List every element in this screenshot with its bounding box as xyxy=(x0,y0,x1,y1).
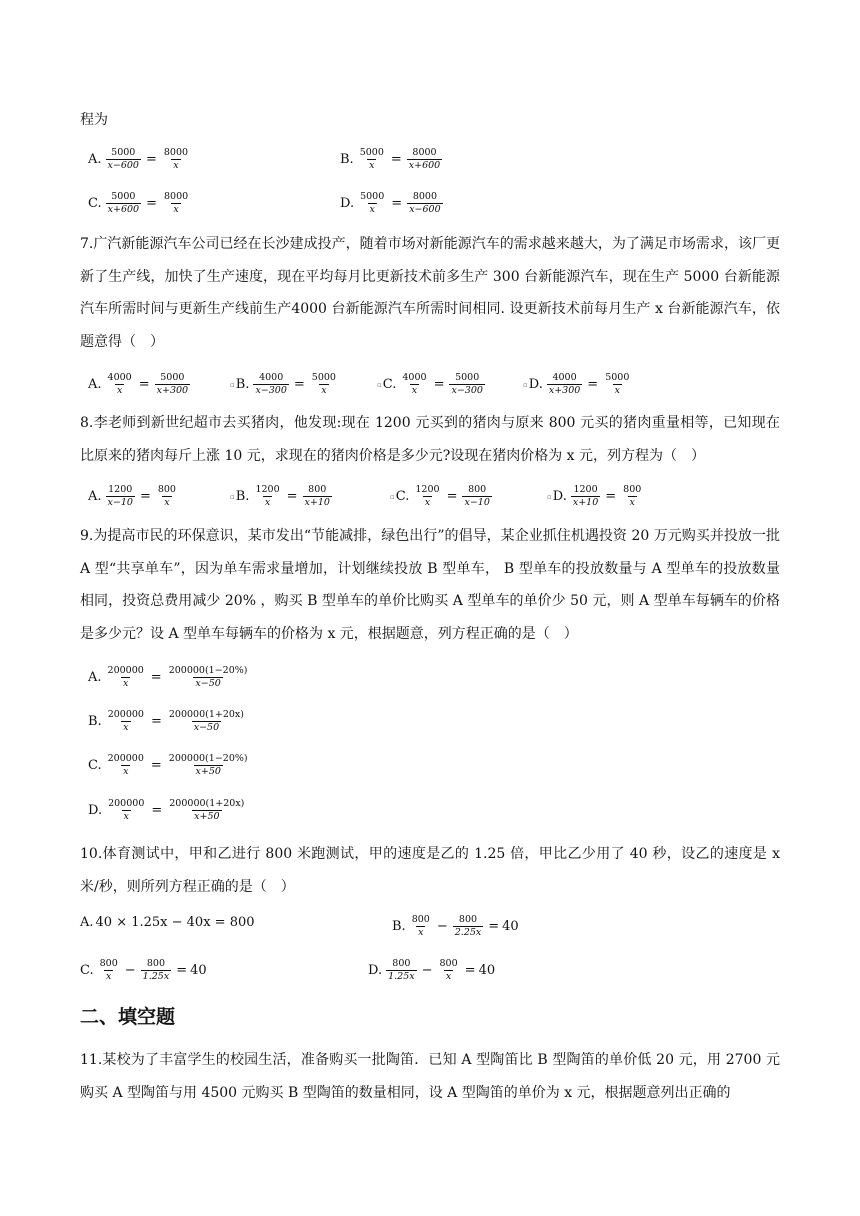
q10-option-c: C. $\frac{800}{x}$ − $\frac{800}{1.25x}$ = 40 xyxy=(80,958,207,982)
q7-option-c: ▫ C. $\frac{4000}{x}$ = $\frac{5000}{x-300}$ xyxy=(377,372,483,396)
q10-option-d: D. $\frac{800}{1.25x}$ − $\frac{800}{x}$ = 40 xyxy=(368,958,496,982)
q7-option-d: ▫ D. $\frac{4000}{x+300}$ = $\frac{5000}{x}$ xyxy=(523,372,630,396)
q11-question: 11.某校为了丰富学生的校园生活，准备购买一批陶笛．已知 A 型陶笛比 B 型陶笛的单价低 20 元，用 2700 元购买 A 型陶笛与用 4500 元购买 B 型陶笛的数量相同，设 A 型陶笛的单价为 x 元，根据题意列出正确的 xyxy=(80,1052,780,1101)
q9-option-a: A. $\frac{200000}{x}$ = $\frac{200000(1-20\%)}{x-50}$ xyxy=(88,665,248,689)
section-heading-fill-in: 二、填空题 xyxy=(80,1006,176,1028)
q8-question: 8.李老师到新世纪超市去买猪肉，他发现:现在 1200 元买到的猪肉与原来 800 元买的猪肉重量相等，已知现在比原来的猪肉每斤上涨 10 元，求现在的猪肉价格是多少元?设现在猪肉价格为 x 元，列方程为（ ） xyxy=(80,415,780,464)
q9-option-d: D. $\frac{200000}{x}$ = $\frac{200000(1+20x)}{x+50}$ xyxy=(88,798,245,822)
q8-option-a: A. $\frac{1200}{x-10}$ = $\frac{800}{x}$ xyxy=(88,484,176,508)
q6-option-b: B. $\frac{5000}{x}$ = $\frac{8000}{x+600}$ xyxy=(340,147,441,171)
q9-option-c: C. $\frac{200000}{x}$ = $\frac{200000(1-20\%)}{x+50}$ xyxy=(88,753,248,777)
q6-option-c: C. $\frac{5000}{x+600}$ = $\frac{8000}{x}$ xyxy=(88,191,189,215)
q7-option-a: A. $\frac{4000}{x}$ = $\frac{5000}{x+300}$ xyxy=(88,372,189,396)
q6-option-d: D. $\frac{5000}{x}$ = $\frac{8000}{x-600}$ xyxy=(340,191,441,215)
q9-question: 9.为提高市民的环保意识，某市发出“节能减排，绿色出行”的倡导，某企业抓住机遇投资 20 万元购买并投放一批 A 型“共享单车”，因为单车需求量增加，计划继续投放 B 型单车， B 型单车的投放数量与 A 型单车的投放数量相同，投资总费用减少 20% ，购买 B 型单车的单价比购买 A 型单车的单价少 50 元，则 A 型单车每辆车的价格是多少元？设 A 型单车每辆车的价格为 x 元，根据题意，列方程正确的是（ ） xyxy=(80,528,780,642)
q6-option-a: A. $\frac{5000}{x-600}$ = $\frac{8000}{x}$ xyxy=(88,147,189,171)
q10-question: 10.体育测试中，甲和乙进行 800 米跑测试，甲的速度是乙的 1.25 倍，甲比乙少用了 40 秒，设乙的速度是 x 米/秒，则所列方程正确的是（ ） xyxy=(80,846,780,895)
q7-question: 7.广汽新能源汽车公司已经在长沙建成投产，随着市场对新能源汽车的需求越来越大，为了满足市场需求，该厂更新了生产线，加快了生产速度，现在平均每月比更新技术前多生产 300 台新能源汽车，现在生产 5000 台新能源汽车所需时间与更新生产线前生产4000 台新能源汽车所需时间相同. 设更新技术前每月生产 x 台新能源汽车，依题意得（ ） xyxy=(80,236,780,350)
q8-option-d: ▫ D. $\frac{1200}{x+10}$ = $\frac{800}{x}$ xyxy=(547,484,642,508)
q6-text-tail: 程为 xyxy=(80,112,108,128)
q8-option-c: ▫ C. $\frac{1200}{x}$ = $\frac{800}{x-10}$ xyxy=(390,484,490,508)
q10-option-a: A. 40 × 1.25x − 40x = 800 xyxy=(80,915,255,930)
q9-option-b: B. $\frac{200000}{x}$ = $\frac{200000(1+20x)}{x-50}$ xyxy=(88,709,244,733)
q8-option-b: ▫ B. $\frac{1200}{x}$ = $\frac{800}{x+10}$ xyxy=(230,484,330,508)
q10-option-a-expr: 40 × 1.25x − 40x = 800 xyxy=(95,915,255,930)
q10-option-b: B. $\frac{800}{x}$ − $\frac{800}{2.25x}$ = 40 xyxy=(392,914,519,938)
q7-option-b: ▫ B. $\frac{4000}{x-300}$ = $\frac{5000}{x}$ xyxy=(230,372,336,396)
